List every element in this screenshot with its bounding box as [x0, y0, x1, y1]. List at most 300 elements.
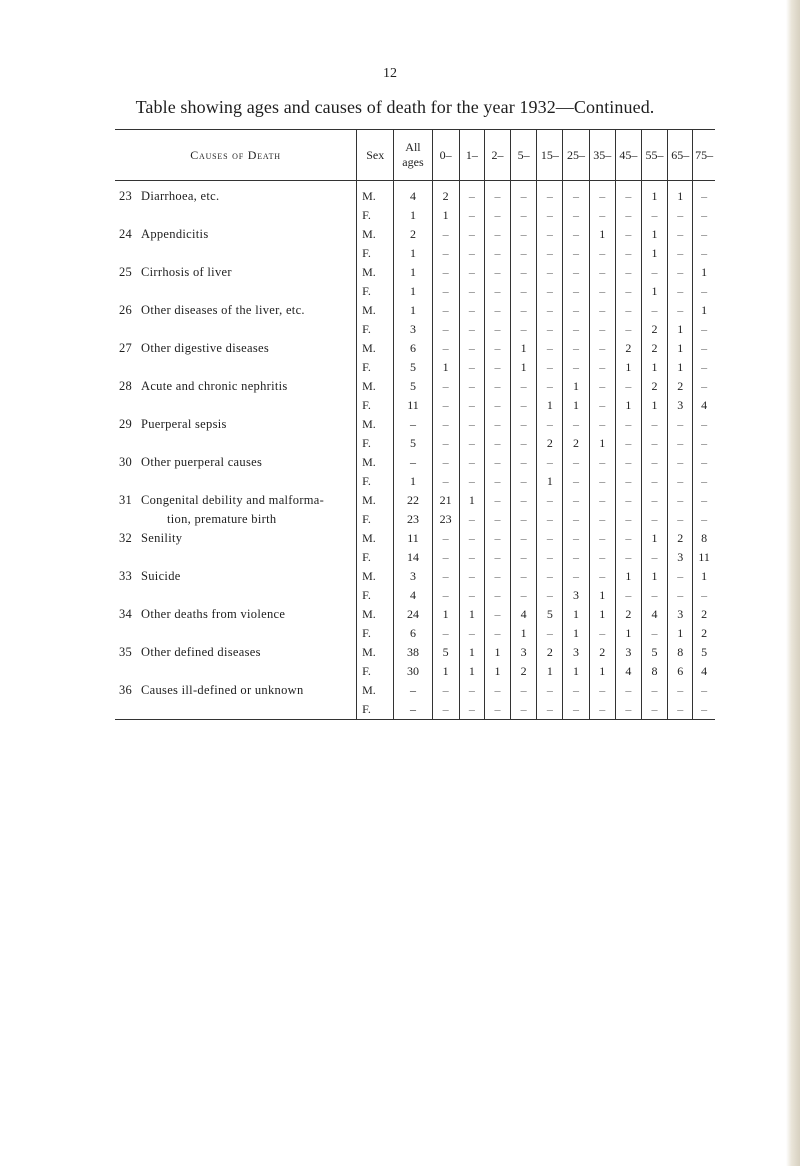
age-group-cell: – [432, 301, 459, 320]
age-group-cell: – [484, 282, 510, 301]
age-group-cell: 1 [563, 605, 589, 624]
all-ages-cell: 2 [394, 225, 432, 244]
age-group-cell: – [668, 244, 693, 263]
header-age-35: 35– [589, 130, 615, 181]
sex-cell: F. [357, 358, 394, 377]
age-group-cell: – [589, 377, 615, 396]
table-row [115, 472, 715, 491]
age-group-cell: – [459, 529, 484, 548]
sex-cell: M. [357, 301, 394, 320]
header-age-75: 75– [693, 130, 715, 181]
sex-cell: F. [357, 320, 394, 339]
age-group-cell: – [615, 586, 641, 605]
cause-cell [115, 662, 357, 681]
all-ages-cell: 1 [394, 244, 432, 263]
table-title: Table showing ages and causes of death for the year 1932—Continued. [135, 97, 655, 117]
age-group-cell: – [615, 434, 641, 453]
sex-cell: F. [357, 624, 394, 643]
age-group-cell: – [484, 225, 510, 244]
age-group-cell: – [589, 181, 615, 207]
age-group-cell: – [459, 624, 484, 643]
age-group-cell: – [432, 396, 459, 415]
all-ages-cell: 1 [394, 301, 432, 320]
age-group-cell: 1 [693, 301, 715, 320]
sex-cell: M. [357, 643, 394, 662]
age-group-cell: – [484, 453, 510, 472]
age-group-cell: – [693, 491, 715, 510]
sex-cell: M. [357, 377, 394, 396]
age-group-cell: – [511, 206, 537, 225]
age-group-cell: – [563, 472, 589, 491]
all-ages-cell: 6 [394, 339, 432, 358]
age-group-cell: – [589, 510, 615, 529]
age-group-cell: 1 [641, 244, 667, 263]
age-group-cell: 4 [693, 396, 715, 415]
age-group-cell: – [459, 681, 484, 700]
age-group-cell: – [589, 472, 615, 491]
cause-number: 28 [119, 379, 133, 393]
age-group-cell: – [432, 548, 459, 567]
age-group-cell: 3 [511, 643, 537, 662]
all-ages-cell: 1 [394, 206, 432, 225]
age-group-cell: – [432, 263, 459, 282]
age-group-cell: – [511, 548, 537, 567]
cause-cell [115, 181, 357, 207]
cause-cell [115, 263, 357, 282]
age-group-cell: – [589, 301, 615, 320]
table-row [115, 434, 715, 453]
cause-label: Senility [141, 531, 183, 545]
age-group-cell: 1 [641, 529, 667, 548]
cause-label: Causes ill-defined or unknown [141, 683, 304, 697]
all-ages-cell: 1 [394, 472, 432, 491]
cause-cell [115, 472, 357, 491]
sex-cell: M. [357, 491, 394, 510]
age-group-cell: – [511, 491, 537, 510]
age-group-cell: 23 [432, 510, 459, 529]
age-group-cell: 3 [668, 396, 693, 415]
age-group-cell: – [615, 681, 641, 700]
cause-cell [115, 567, 357, 586]
table-row [115, 377, 715, 396]
cause-label: Appendicitis [141, 227, 209, 241]
age-group-cell: 1 [537, 662, 563, 681]
cause-number: 29 [119, 417, 133, 431]
all-ages-cell: 3 [394, 320, 432, 339]
sex-cell: F. [357, 700, 394, 720]
age-group-cell: – [563, 244, 589, 263]
table-row [115, 396, 715, 415]
age-group-cell: 1 [615, 358, 641, 377]
age-group-cell: – [511, 301, 537, 320]
cause-cell [115, 434, 357, 453]
table-row [115, 662, 715, 681]
age-group-cell: – [563, 453, 589, 472]
age-group-cell: – [432, 320, 459, 339]
all-ages-cell: – [394, 681, 432, 700]
age-group-cell: – [641, 681, 667, 700]
all-ages-cell: 30 [394, 662, 432, 681]
header-age-65: 65– [668, 130, 693, 181]
age-group-cell: – [459, 225, 484, 244]
age-group-cell: – [641, 263, 667, 282]
age-group-cell: – [432, 225, 459, 244]
cause-cell [115, 225, 357, 244]
age-group-cell: 1 [511, 339, 537, 358]
age-group-cell: – [484, 358, 510, 377]
age-group-cell: – [615, 181, 641, 207]
age-group-cell: 1 [641, 282, 667, 301]
all-ages-cell: 5 [394, 358, 432, 377]
age-group-cell: – [668, 453, 693, 472]
all-ages-cell: 14 [394, 548, 432, 567]
age-group-cell: 2 [563, 434, 589, 453]
age-group-cell: – [484, 244, 510, 263]
age-group-cell: 11 [693, 548, 715, 567]
age-group-cell: – [484, 339, 510, 358]
age-group-cell: – [432, 282, 459, 301]
cause-number: 26 [119, 303, 133, 317]
age-group-cell: 2 [641, 339, 667, 358]
sex-cell: F. [357, 586, 394, 605]
age-group-cell: 1 [668, 320, 693, 339]
sex-cell: F. [357, 282, 394, 301]
age-group-cell: 3 [668, 605, 693, 624]
age-group-cell: 2 [693, 605, 715, 624]
age-group-cell: – [589, 282, 615, 301]
header-age-55: 55– [641, 130, 667, 181]
age-group-cell: 1 [693, 567, 715, 586]
age-group-cell: – [459, 567, 484, 586]
age-group-cell: 1 [641, 358, 667, 377]
age-group-cell: – [693, 225, 715, 244]
age-group-cell: – [537, 244, 563, 263]
age-group-cell: – [511, 681, 537, 700]
cause-label: Other diseases of the liver, etc. [141, 303, 305, 317]
age-group-cell: – [589, 415, 615, 434]
age-group-cell: – [484, 681, 510, 700]
age-group-cell: – [432, 586, 459, 605]
age-group-cell: – [589, 453, 615, 472]
cause-cell [115, 643, 357, 662]
age-group-cell: 3 [615, 643, 641, 662]
age-group-cell: 3 [563, 643, 589, 662]
age-group-cell: – [615, 301, 641, 320]
all-ages-cell: 5 [394, 434, 432, 453]
age-group-cell: 2 [668, 529, 693, 548]
all-ages-cell: 3 [394, 567, 432, 586]
age-group-cell: 1 [432, 206, 459, 225]
all-ages-cell: 1 [394, 263, 432, 282]
age-group-cell: 4 [615, 662, 641, 681]
sex-cell: M. [357, 681, 394, 700]
age-group-cell: – [459, 377, 484, 396]
all-ages-cell: 22 [394, 491, 432, 510]
age-group-cell: – [615, 700, 641, 720]
age-group-cell: – [693, 282, 715, 301]
age-group-cell: 1 [563, 377, 589, 396]
age-group-cell: – [641, 472, 667, 491]
age-group-cell: 5 [693, 643, 715, 662]
age-group-cell: – [484, 396, 510, 415]
cause-cell [115, 244, 357, 263]
age-group-cell: – [537, 282, 563, 301]
age-group-cell: 2 [589, 643, 615, 662]
age-group-cell: – [511, 320, 537, 339]
age-group-cell: – [693, 434, 715, 453]
age-group-cell: – [563, 529, 589, 548]
age-group-cell: – [537, 491, 563, 510]
age-group-cell: – [459, 263, 484, 282]
age-group-cell: – [484, 320, 510, 339]
cause-number: 25 [119, 265, 133, 279]
age-group-cell: 1 [484, 643, 510, 662]
age-group-cell: – [484, 548, 510, 567]
table-row [115, 643, 715, 662]
age-group-cell: – [641, 700, 667, 720]
age-group-cell: – [693, 320, 715, 339]
age-group-cell: 1 [668, 358, 693, 377]
age-group-cell: 1 [589, 225, 615, 244]
age-group-cell: – [563, 339, 589, 358]
age-group-cell: – [537, 548, 563, 567]
cause-label: Congenital debility and malforma- [141, 493, 325, 507]
header-sex: Sex [357, 130, 394, 181]
age-group-cell: – [511, 510, 537, 529]
age-group-cell: 1 [459, 643, 484, 662]
age-group-cell: – [432, 529, 459, 548]
table-row [115, 358, 715, 377]
age-group-cell: – [511, 244, 537, 263]
cause-number: 23 [119, 189, 133, 203]
table-row [115, 453, 715, 472]
age-group-cell: – [589, 700, 615, 720]
age-group-cell: – [537, 529, 563, 548]
mortality-table [115, 129, 715, 720]
cause-number: 24 [119, 227, 133, 241]
age-group-cell: – [537, 320, 563, 339]
table-row [115, 282, 715, 301]
age-group-cell: – [511, 567, 537, 586]
age-group-cell: – [693, 339, 715, 358]
age-group-cell: 3 [668, 548, 693, 567]
age-group-cell: 1 [615, 624, 641, 643]
age-group-cell: – [484, 700, 510, 720]
age-group-cell: – [484, 472, 510, 491]
age-group-cell: – [563, 282, 589, 301]
age-group-cell: – [563, 491, 589, 510]
age-group-cell: – [537, 567, 563, 586]
age-group-cell: – [615, 206, 641, 225]
cause-number: 36 [119, 683, 133, 697]
age-group-cell: – [537, 700, 563, 720]
age-group-cell: – [459, 206, 484, 225]
table-row [115, 339, 715, 358]
table-row [115, 567, 715, 586]
age-group-cell: – [459, 472, 484, 491]
age-group-cell: – [693, 700, 715, 720]
age-group-cell: – [459, 700, 484, 720]
age-group-cell: – [537, 301, 563, 320]
sex-cell: F. [357, 244, 394, 263]
age-group-cell: 5 [641, 643, 667, 662]
table-row [115, 624, 715, 643]
age-group-cell: – [537, 225, 563, 244]
age-group-cell: 1 [484, 662, 510, 681]
sex-cell: F. [357, 548, 394, 567]
age-group-cell: – [641, 453, 667, 472]
cause-label: Diarrhoea, etc. [141, 189, 220, 203]
age-group-cell: – [484, 586, 510, 605]
cause-cell [115, 605, 357, 624]
all-ages-cell: 11 [394, 396, 432, 415]
age-group-cell: – [484, 206, 510, 225]
age-group-cell: – [537, 181, 563, 207]
cause-number: 31 [119, 493, 133, 507]
age-group-cell: – [484, 377, 510, 396]
age-group-cell: 2 [615, 605, 641, 624]
header-age-1: 1– [459, 130, 484, 181]
age-group-cell: 1 [589, 662, 615, 681]
age-group-cell: – [484, 415, 510, 434]
cause-label: Suicide [141, 569, 181, 583]
age-group-cell: – [641, 206, 667, 225]
table-row [115, 605, 715, 624]
age-group-cell: – [459, 181, 484, 207]
cause-label: Other defined diseases [141, 645, 261, 659]
age-group-cell: – [537, 339, 563, 358]
age-group-cell: – [668, 301, 693, 320]
table-row [115, 181, 715, 207]
age-group-cell: – [641, 491, 667, 510]
age-group-cell: 2 [511, 662, 537, 681]
age-group-cell: 1 [563, 662, 589, 681]
age-group-cell: 1 [641, 181, 667, 207]
table-row [115, 700, 715, 720]
cause-cell [115, 377, 357, 396]
age-group-cell: 1 [432, 605, 459, 624]
age-group-cell: – [563, 548, 589, 567]
cause-number: 27 [119, 341, 133, 355]
age-group-cell: – [693, 681, 715, 700]
age-group-cell: – [668, 700, 693, 720]
age-group-cell: – [615, 244, 641, 263]
age-group-cell: – [459, 510, 484, 529]
table-row [115, 263, 715, 282]
sex-cell: F. [357, 472, 394, 491]
age-group-cell: – [641, 510, 667, 529]
sex-cell: M. [357, 415, 394, 434]
age-group-cell: – [563, 510, 589, 529]
age-group-cell: – [537, 263, 563, 282]
cause-number: 30 [119, 455, 133, 469]
age-group-cell: 2 [668, 377, 693, 396]
cause-number: 33 [119, 569, 133, 583]
age-group-cell: – [693, 358, 715, 377]
age-group-cell: – [432, 339, 459, 358]
sex-cell: M. [357, 339, 394, 358]
cause-label: Other puerperal causes [141, 455, 263, 469]
age-group-cell: 1 [589, 586, 615, 605]
sex-cell: F. [357, 510, 394, 529]
table-row [115, 491, 715, 510]
cause-cell [115, 358, 357, 377]
table-body [115, 181, 715, 720]
age-group-cell: – [511, 282, 537, 301]
age-group-cell: – [668, 415, 693, 434]
cause-cell [115, 396, 357, 415]
age-group-cell: – [668, 472, 693, 491]
age-group-cell: – [668, 510, 693, 529]
header-all-ages: All ages [394, 130, 432, 181]
age-group-cell: – [484, 567, 510, 586]
age-group-cell: 2 [537, 643, 563, 662]
age-group-cell: – [459, 453, 484, 472]
age-group-cell: – [563, 301, 589, 320]
age-group-cell: 1 [459, 605, 484, 624]
age-group-cell: 1 [511, 358, 537, 377]
age-group-cell: 2 [641, 320, 667, 339]
age-group-cell: 1 [563, 624, 589, 643]
age-group-cell: 3 [563, 586, 589, 605]
sex-cell: F. [357, 206, 394, 225]
age-group-cell: – [484, 605, 510, 624]
age-group-cell: 1 [589, 434, 615, 453]
age-group-cell: – [693, 510, 715, 529]
age-group-cell: 8 [693, 529, 715, 548]
table-row [115, 510, 715, 529]
age-group-cell: – [641, 415, 667, 434]
table-row [115, 415, 715, 434]
age-group-cell: 1 [615, 396, 641, 415]
age-group-cell: – [589, 548, 615, 567]
all-ages-cell: 4 [394, 181, 432, 207]
age-group-cell: – [589, 624, 615, 643]
age-group-cell: 1 [459, 491, 484, 510]
age-group-cell: 4 [511, 605, 537, 624]
age-group-cell: – [432, 415, 459, 434]
age-group-cell: – [537, 358, 563, 377]
age-group-cell: 1 [668, 181, 693, 207]
age-group-cell: – [615, 510, 641, 529]
age-group-cell: – [563, 415, 589, 434]
table-row [115, 548, 715, 567]
all-ages-cell: 6 [394, 624, 432, 643]
age-group-cell: – [693, 415, 715, 434]
age-group-cell: – [563, 320, 589, 339]
all-ages-cell: 4 [394, 586, 432, 605]
cause-label: Other deaths from violence [141, 607, 286, 621]
age-group-cell: – [511, 472, 537, 491]
age-group-cell: – [589, 529, 615, 548]
cause-label: Other digestive diseases [141, 341, 270, 355]
age-group-cell: 2 [615, 339, 641, 358]
age-group-cell: – [589, 567, 615, 586]
age-group-cell: – [615, 472, 641, 491]
age-group-cell: – [511, 225, 537, 244]
sex-cell: M. [357, 529, 394, 548]
age-group-cell: – [563, 181, 589, 207]
cause-cell [115, 491, 357, 510]
sex-cell: M. [357, 225, 394, 244]
all-ages-cell: 23 [394, 510, 432, 529]
table-row [115, 206, 715, 225]
sex-cell: M. [357, 605, 394, 624]
cause-cell [115, 586, 357, 605]
all-ages-cell: 38 [394, 643, 432, 662]
age-group-cell: – [668, 263, 693, 282]
age-group-cell: – [589, 491, 615, 510]
